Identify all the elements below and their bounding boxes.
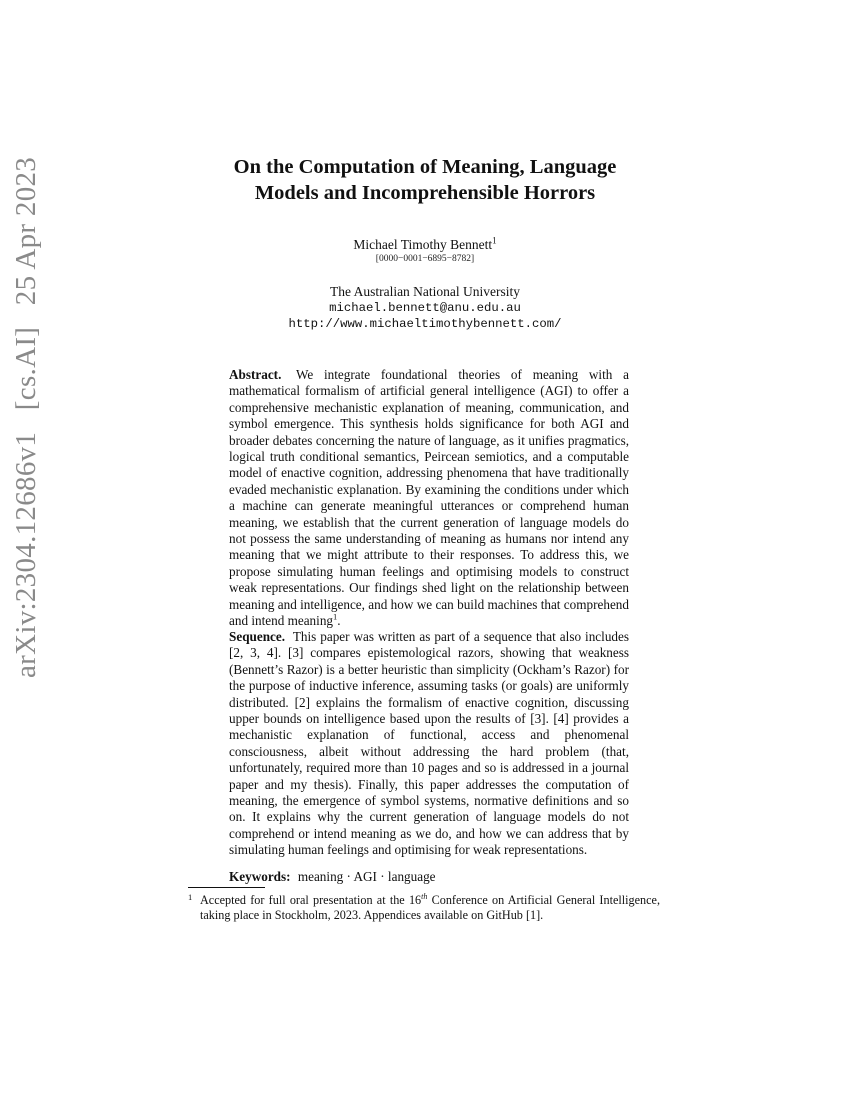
abstract-label: Abstract. (229, 367, 282, 382)
abstract-text: We integrate foundational theories of meaning with a mathematical formalism of artificial general intelligence (AGI) to offer a comprehensive mechanistic explanation of meaning, communication, and symbol emergence. This synthesis holds significance for both AGI and broader debates concerning the nature of language, as it unifies pragmatics, logical truth conditional semantics, Peircean semiotics, and a computable model of enactive cognition, addressing phenomena that have traditionally evaded mechanistic explanation. By examining the conditions under which a machine can generate meaningful utterances or comprehend human meaning, we establish that the current generation of language models do not possess the same understanding of meaning as humans nor intend any meaning that we might attribute to their responses. To address this, we propose simulating human feelings and optimising models to construct weak representations. Our findings shed light on the relationship between meaning and intelligence, and how we can build machines that comprehend and intend meaning (229, 367, 629, 629)
footnote-text-after: Conference on Artificial General Intelligence, taking place in Stockholm, 2023. Appendices available on GitHub [1]. (200, 893, 661, 922)
footnote-divider (188, 887, 265, 888)
author-name (200, 236, 650, 253)
footnote-text-before: Accepted for full oral presentation at the 16 (200, 893, 422, 907)
footnote-1 (188, 893, 660, 923)
footnote-text (188, 893, 660, 923)
arxiv-category: [cs.AI] (10, 326, 42, 411)
footnote-ordinal-superscript: th (421, 891, 428, 901)
keywords-text: meaning · AGI · language (297, 869, 436, 884)
arxiv-identifier-stamp (10, 156, 43, 678)
title-line-2: Models and Incomprehensible Horrors (254, 182, 596, 204)
sequence-paragraph (229, 629, 629, 859)
author-orcid[interactable]: [0000−0001−6895−8782] (375, 254, 475, 264)
author-block (200, 236, 650, 332)
affiliation-institution: The Australian National University (329, 284, 521, 299)
author-website-link[interactable]: http://www.michaeltimothybennett.com/ (288, 317, 562, 331)
title-line-1: On the Computation of Meaning, Language (233, 156, 617, 178)
author-footnote-mark: 1 (492, 235, 497, 246)
sequence-text: This paper was written as part of a sequence that also includes [2, 3, 4]. [3] compares epistemological razors, showing that weakness (Bennett’s Razor) is a better heuristic than simplicity (Ockham’s Razor) for the purpose of inductive inference, assuming tasks (or goals) are uniformly distributed. [2] explains the formalism of enactive cognition, discussing upper bounds on intelligence based upon the results of [3]. [4] provides a mechanistic explanation of functional, access and phenomenal consciousness, albeit without addressing the hard problem (that, unfortunately, required more than 10 pages and so is addressed in a journal paper and my thesis). Finally, this paper addresses the computation of meaning, the emergence of symbol systems, normative definitions and so on. It explains why the current generation of language models do not comprehend or intend meaning as we do, and how we can address that by simulating human feelings and optimising for weak representations. (229, 629, 629, 858)
footnote-mark: 1 (188, 892, 193, 902)
abstract-footnote-mark[interactable]: 1 (333, 611, 338, 622)
author-email[interactable]: michael.bennett@anu.edu.au (329, 301, 521, 315)
abstract-end: . (337, 613, 341, 629)
sequence-label: Sequence. (229, 629, 286, 644)
keywords-line (229, 869, 629, 885)
arxiv-date: 25 Apr 2023 (10, 156, 42, 306)
keywords-label: Keywords: (229, 869, 291, 884)
abstract-paragraph (229, 367, 629, 630)
arxiv-id: arXiv:2304.12686v1 (10, 431, 42, 678)
author-name-text: Michael Timothy Bennett (353, 237, 493, 252)
paper-title (150, 154, 700, 206)
